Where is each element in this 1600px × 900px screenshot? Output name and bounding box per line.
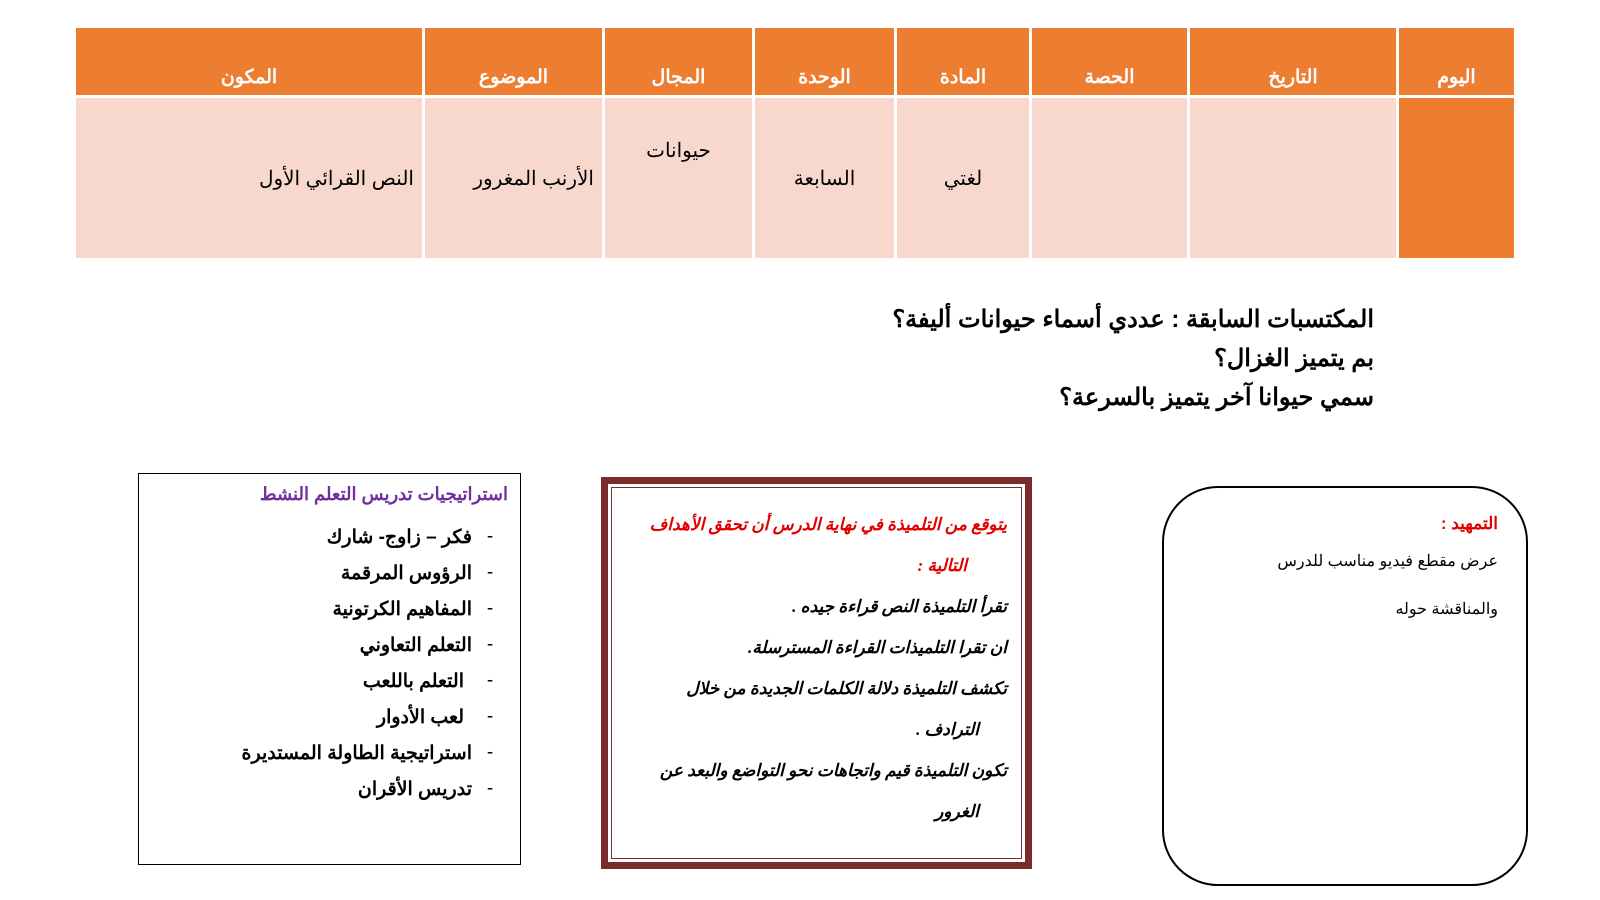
- dash-bullet: -: [486, 526, 494, 547]
- list-item: [151, 555, 508, 591]
- cell-date: [1187, 98, 1396, 258]
- prior-knowledge-line: سمي حيوانا آخر يتميز بالسرعة؟: [1059, 384, 1374, 411]
- strategy-label: التعلم التعاوني: [359, 634, 472, 656]
- strategies-list: [151, 519, 508, 807]
- dash-bullet: -: [486, 598, 494, 619]
- strategies-title: استراتيجيات تدريس التعلم النشط: [259, 484, 508, 504]
- cell-component: النص القرائي الأول: [76, 98, 422, 258]
- list-item: [151, 771, 508, 807]
- strategy-label: استراتيجية الطاولة المستديرة: [241, 742, 472, 764]
- dash-bullet: -: [486, 778, 494, 799]
- strategy-label: لعب الأدوار: [376, 706, 464, 728]
- table-row: [76, 98, 1514, 258]
- intro-box: [1162, 486, 1528, 886]
- cell-day: [1396, 98, 1514, 258]
- strategy-label: فكر – زاوج- شارك: [326, 526, 472, 548]
- strategy-label: تدريس الأقران: [357, 778, 472, 800]
- cell-domain: حيوانات: [602, 98, 752, 258]
- header-day: اليوم: [1396, 28, 1514, 98]
- list-item: [151, 591, 508, 627]
- header-date: التاريخ: [1187, 28, 1396, 98]
- prior-knowledge-line: المكتسبات السابقة : عددي أسماء حيوانات أليفة؟: [892, 306, 1374, 333]
- prior-knowledge-line: بم يتميز الغزال؟: [1214, 345, 1374, 372]
- dash-bullet: -: [486, 706, 494, 727]
- lesson-table: [76, 28, 1514, 258]
- objective-item: الغرور: [935, 802, 979, 821]
- list-item: [151, 519, 508, 555]
- cell-subject: لغتي: [894, 98, 1029, 258]
- header-domain: المجال: [602, 28, 752, 98]
- objective-item: ان تقرا التلميذات القراءة المسترسلة.: [747, 638, 1007, 657]
- cell-unit: السابعة: [752, 98, 894, 258]
- header-subject: المادة: [894, 28, 1029, 98]
- strategies-box: [138, 473, 521, 865]
- strategy-label: المفاهيم الكرتونية: [332, 598, 472, 620]
- dash-bullet: -: [486, 670, 494, 691]
- objective-item: تكون التلميذة قيم واتجاهات نحو التواضع والبعد عن: [659, 761, 1007, 780]
- cell-topic: الأرنب المغرور: [422, 98, 602, 258]
- dash-bullet: -: [486, 742, 494, 763]
- objectives-box: [601, 477, 1032, 869]
- list-item: [151, 627, 508, 663]
- strategy-label: الرؤوس المرقمة: [340, 562, 472, 584]
- table-header-row: [76, 28, 1514, 98]
- dash-bullet: -: [486, 562, 494, 583]
- cell-session: [1029, 98, 1187, 258]
- objectives-intro-line: يتوقع من التلميذة في نهاية الدرس أن تحقق الأهداف: [649, 515, 1007, 534]
- dash-bullet: -: [486, 634, 494, 655]
- objectives-content: [611, 487, 1022, 859]
- header-session: الحصة: [1029, 28, 1187, 98]
- objective-item: تكشف التلميذة دلالة الكلمات الجديدة من خلال: [686, 679, 1007, 698]
- objectives-intro-line: التالية :: [917, 556, 967, 575]
- list-item: [151, 699, 508, 735]
- intro-text: [1184, 538, 1498, 634]
- intro-title: التمهيد :: [1440, 514, 1498, 533]
- header-topic: الموضوع: [422, 28, 602, 98]
- objective-item: تقرأ التلميذة النص قراءة جيده .: [792, 597, 1007, 616]
- intro-line: عرض مقطع فيديو مناسب للدرس: [1277, 553, 1498, 570]
- objective-item: الترادف .: [916, 720, 979, 739]
- header-unit: الوحدة: [752, 28, 894, 98]
- strategy-label: التعلم باللعب: [362, 670, 464, 692]
- prior-knowledge: [754, 300, 1374, 417]
- list-item: [151, 735, 508, 771]
- header-component: المكون: [76, 28, 422, 98]
- intro-line: والمناقشة حوله: [1395, 601, 1498, 618]
- list-item: [151, 663, 508, 699]
